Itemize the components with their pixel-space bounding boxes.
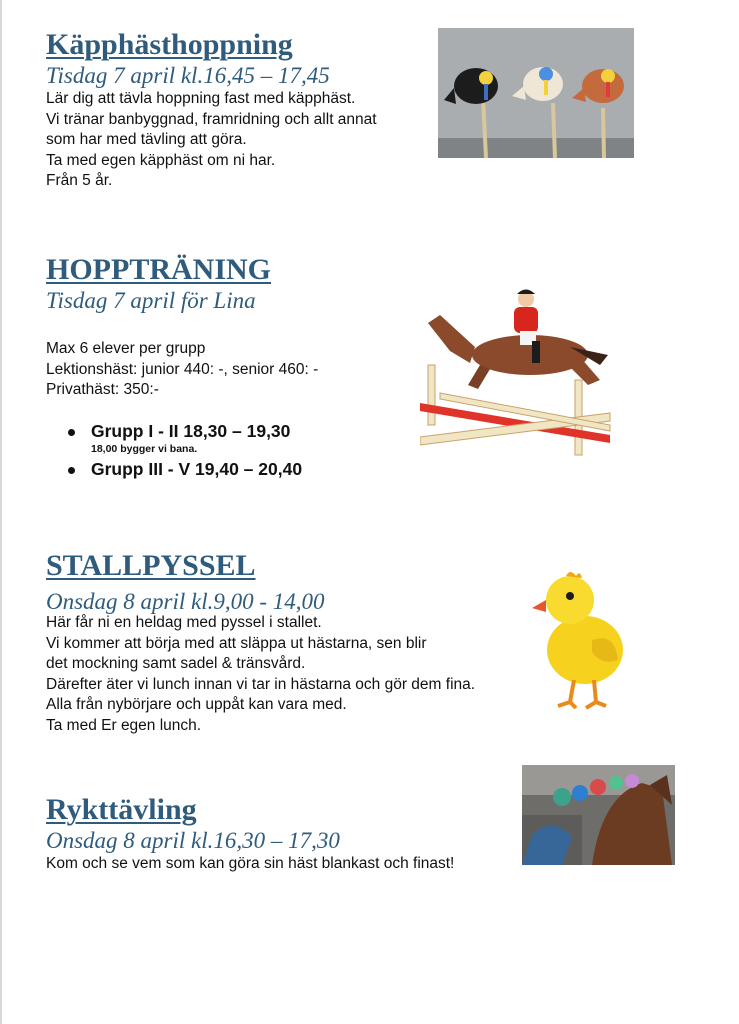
group-label: Grupp III - V 19,40 – 20,40 bbox=[91, 459, 303, 479]
body-line: Här får ni en heldag med pyssel i stallet. bbox=[46, 614, 322, 631]
section-title-kapphasthoppning: Käpphästhoppning bbox=[46, 28, 293, 61]
bullet-icon bbox=[68, 467, 75, 474]
group-list bbox=[68, 421, 302, 480]
list-item bbox=[68, 459, 302, 480]
body-line: Max 6 elever per grupp bbox=[46, 340, 206, 357]
section-title-stallpyssel: STALLPYSSEL bbox=[46, 549, 256, 582]
body-line: Ta med Er egen lunch. bbox=[46, 716, 202, 734]
body-line: Lär dig att tävla hoppning fast med käpphäst. bbox=[46, 90, 356, 107]
section-subtitle-hopptraning: Tisdag 7 april för Lina bbox=[46, 288, 256, 313]
group-note: 18,00 bygger vi bana. bbox=[91, 443, 198, 455]
body-line: Därefter äter vi lunch innan vi tar in hästarna och gör dem fina. bbox=[46, 675, 476, 693]
body-line: som har med tävling att göra. bbox=[46, 131, 247, 148]
body-line: det mockning samt sadel & tränsvård. bbox=[46, 655, 306, 672]
show-jumping-illustration bbox=[420, 285, 612, 457]
section-body-rykttavling bbox=[46, 854, 454, 875]
body-line: Kom och se vem som kan göra sin häst blankast och finast! bbox=[46, 855, 455, 872]
body-line: Privathäst: 350:- bbox=[46, 381, 159, 398]
body-line: Vi tränar banbyggnad, framridning och allt annat bbox=[46, 110, 377, 128]
section-subtitle-rykttavling: Onsdag 8 april kl.16,30 – 17,30 bbox=[46, 828, 340, 853]
section-subtitle-stallpyssel: Onsdag 8 april kl.9,00 - 14,00 bbox=[46, 589, 325, 614]
section-title-rykttavling: Rykttävling bbox=[46, 793, 197, 826]
body-line: Ta med egen käpphäst om ni har. bbox=[46, 151, 276, 169]
section-body-hopptraning bbox=[46, 339, 318, 401]
body-line: Lektionshäst: junior 440: -, senior 460: - bbox=[46, 360, 319, 378]
list-item bbox=[68, 421, 302, 442]
braided-mane-photo bbox=[522, 765, 675, 865]
page-edge bbox=[0, 0, 2, 1024]
bullet-icon bbox=[68, 429, 75, 436]
section-subtitle-kapphasthoppning: Tisdag 7 april kl.16,45 – 17,45 bbox=[46, 63, 330, 88]
section-body-stallpyssel bbox=[46, 613, 475, 736]
section-body-kapphasthoppning bbox=[46, 89, 377, 192]
easter-chick-illustration bbox=[530, 570, 626, 712]
section-title-hopptraning: HOPPTRÄNING bbox=[46, 253, 271, 286]
body-line: Vi kommer att börja med att släppa ut hästarna, sen blir bbox=[46, 634, 427, 652]
body-line: Alla från nybörjare och uppåt kan vara med. bbox=[46, 696, 347, 713]
body-line: Från 5 år. bbox=[46, 172, 113, 189]
group-label: Grupp I - II 18,30 – 19,30 bbox=[91, 421, 291, 441]
hobby-horses-photo bbox=[438, 28, 634, 158]
